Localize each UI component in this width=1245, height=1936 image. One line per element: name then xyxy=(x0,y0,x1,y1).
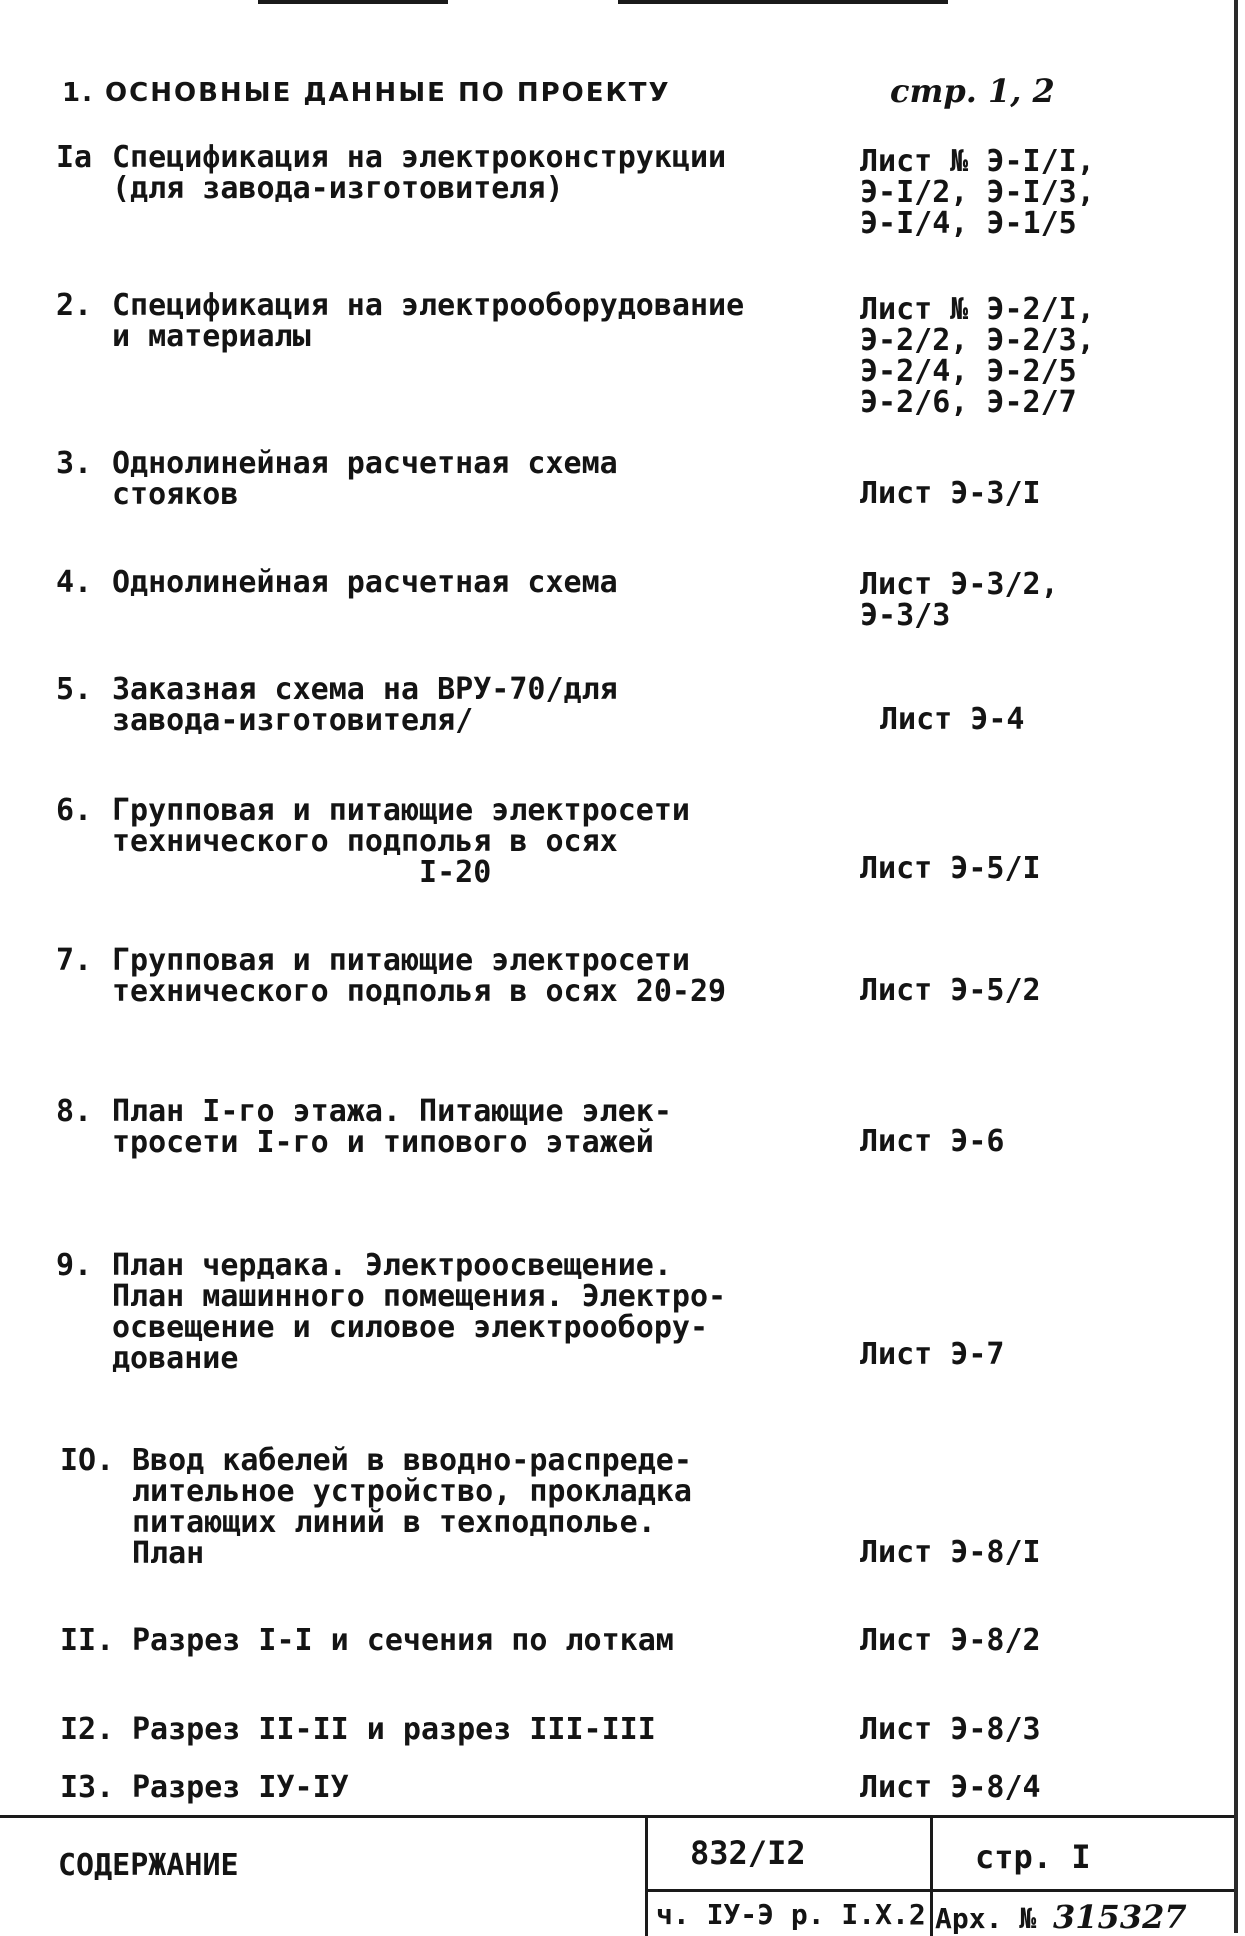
page-number: стр. I xyxy=(975,1838,1091,1876)
entry-description: Разрез I-I и сечения по лоткам xyxy=(132,1623,674,1658)
entry-number: I3. xyxy=(60,1770,115,1805)
entry-description: Заказная схема на ВРУ-70/для завода-изготовителя/ xyxy=(112,672,618,738)
entry-number: 6. xyxy=(56,793,93,828)
title-block-divider xyxy=(930,1818,933,1936)
entry-number: 3. xyxy=(56,446,93,481)
entry-number: 2. xyxy=(56,288,93,323)
archive-number xyxy=(935,1898,1187,1936)
entry-description: Разрез IУ-IУ xyxy=(132,1770,349,1805)
entry-sheets: Лист № Э-2/I, Э-2/2, Э-2/3, Э-2/4, Э-2/5 Э-2/6, Э-2/7 xyxy=(860,292,1095,420)
project-code: 832/I2 xyxy=(690,1834,806,1872)
entry-description: Групповая и питающие электросети технического подполья в осях 20-29 xyxy=(112,943,727,1009)
entry-description: Ввод кабелей в вводно-распреде- лительное устройство, прокладка питающих линий в техподполье. План xyxy=(132,1443,692,1571)
archive-value: 315327 xyxy=(1053,1898,1187,1936)
entry-description: Однолинейная расчетная схема xyxy=(112,565,618,600)
entry-description: Групповая и питающие электросети технического подполья в осях I-20 xyxy=(112,793,690,890)
entry-number: 7. xyxy=(56,943,93,978)
entry-number: Iа xyxy=(56,140,93,175)
entry-sheets: Лист Э-4 xyxy=(880,702,1025,737)
section-title: 1. ОСНОВНЫЕ ДАННЫЕ ПО ПРОЕКТУ xyxy=(62,78,671,108)
entry-description: Разрез II-II и разрез III-III xyxy=(132,1712,656,1747)
archive-label: Арх. № xyxy=(935,1902,1037,1935)
entry-description: Спецификация на электроконструкции (для завода-изготовителя) xyxy=(112,140,727,206)
entry-number: 9. xyxy=(56,1248,93,1283)
title-block-divider xyxy=(645,1889,1234,1892)
entry-sheets: Лист Э-6 xyxy=(860,1124,1005,1159)
entry-number: 4. xyxy=(56,565,93,600)
document-title: СОДЕРЖАНИЕ xyxy=(58,1848,239,1883)
entry-number: II. xyxy=(60,1623,115,1658)
section-pages: стр. 1, 2 xyxy=(890,72,1055,110)
title-block-divider xyxy=(645,1818,648,1936)
entry-description: Спецификация на электрооборудование и материалы xyxy=(112,288,745,354)
entry-number: 8. xyxy=(56,1094,93,1129)
entry-number: 5. xyxy=(56,672,93,707)
entry-sheets: Лист Э-3/2, Э-3/3 xyxy=(860,567,1059,633)
entry-sheets: Лист Э-3/I xyxy=(860,476,1041,511)
entry-sheets: Лист Э-8/3 xyxy=(860,1712,1041,1747)
entry-description: Однолинейная расчетная схема стояков xyxy=(112,446,618,512)
entry-number: IO. xyxy=(60,1443,115,1478)
entry-description: План чердака. Электроосвещение. План машинного помещения. Электро- освещение и силовое электрообору- дование xyxy=(112,1248,727,1376)
entry-sheets: Лист № Э-I/I, Э-I/2, Э-I/3, Э-I/4, Э-1/5 xyxy=(860,144,1095,241)
entry-sheets: Лист Э-5/2 xyxy=(860,973,1041,1008)
entry-number: I2. xyxy=(60,1712,115,1747)
top-edge-mark xyxy=(258,0,448,4)
entry-sheets: Лист Э-8/I xyxy=(860,1535,1041,1570)
right-border-line xyxy=(1234,0,1238,1933)
entry-sheets: Лист Э-5/I xyxy=(860,851,1041,886)
top-edge-mark xyxy=(618,0,948,4)
title-block xyxy=(0,1815,1234,1936)
entry-sheets: Лист Э-8/2 xyxy=(860,1623,1041,1658)
part-reference: ч. IУ-Э р. I.Х.2 xyxy=(656,1898,926,1931)
entry-sheets: Лист Э-8/4 xyxy=(860,1770,1041,1805)
entry-description: План I-го этажа. Питающие элек- тросети I-го и типового этажей xyxy=(112,1094,672,1160)
entry-sheets: Лист Э-7 xyxy=(860,1337,1005,1372)
